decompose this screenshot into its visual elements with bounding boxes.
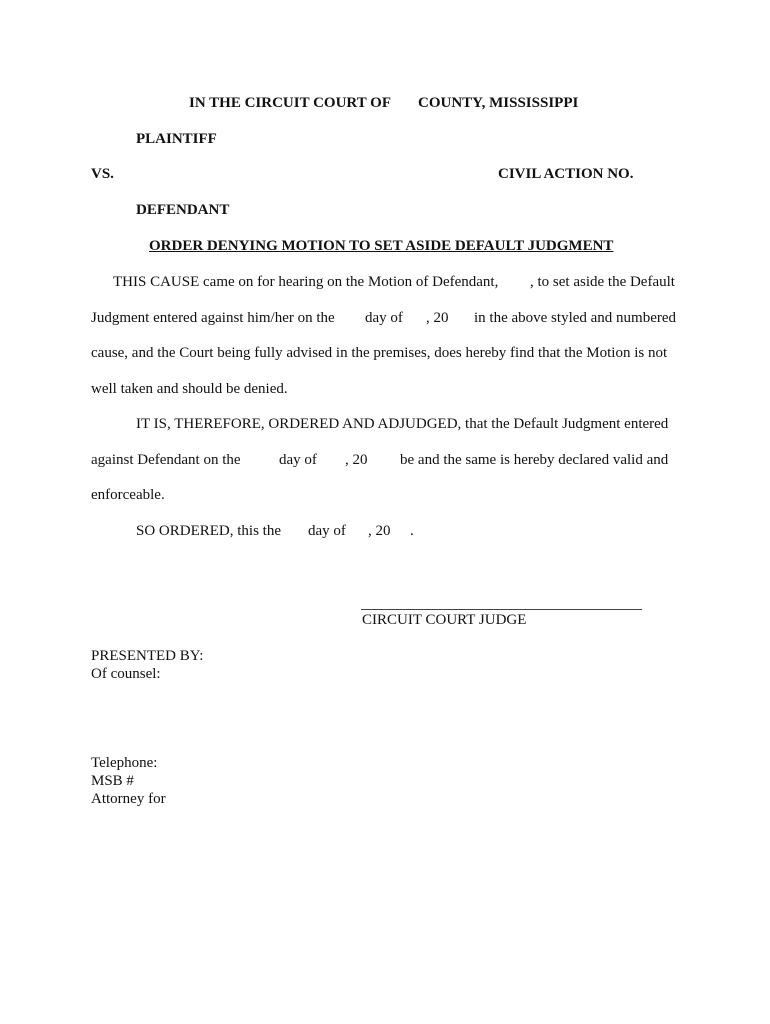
defendant-label: DEFENDANT [136, 202, 230, 218]
para1-line4: well taken and should be denied. [91, 381, 288, 397]
plaintiff-label: PLAINTIFF [136, 131, 217, 147]
para2-line2-dayof: day of [279, 452, 317, 468]
para2-line2-year: , 20 [345, 452, 368, 468]
of-counsel-label: Of counsel: [91, 666, 161, 682]
civil-action-label: CIVIL ACTION NO. [498, 166, 634, 182]
versus-label: VS. [91, 166, 114, 182]
para1-line3: cause, and the Court being fully advised in the premises, does hereby find that the Motion is not [91, 345, 668, 361]
court-heading-suffix: COUNTY, MISSISSIPPI [418, 95, 579, 111]
para1-line2-tail: in the above styled and numbered [474, 310, 677, 326]
judge-signature-line [361, 609, 642, 610]
so-ordered-year: , 20 [368, 523, 391, 539]
para1-line2-year: , 20 [426, 310, 449, 326]
para1-line1-tail: , to set aside the Default [530, 274, 675, 290]
judge-label: CIRCUIT COURT JUDGE [362, 612, 527, 628]
para2-line3: enforceable. [91, 487, 165, 503]
para2-line1: IT IS, THEREFORE, ORDERED AND ADJUDGED, that the Default Judgment entered [136, 416, 669, 432]
attorney-for-label: Attorney for [91, 791, 166, 807]
presented-by-label: PRESENTED BY: [91, 648, 204, 664]
para1-line1-text: THIS CAUSE came on for hearing on the Motion of Defendant, [113, 274, 499, 290]
para1-line2-dayof: day of [365, 310, 403, 326]
court-heading-prefix: IN THE CIRCUIT COURT OF [189, 95, 392, 111]
telephone-label: Telephone: [91, 755, 158, 771]
msb-label: MSB # [91, 773, 134, 789]
so-ordered-dayof: day of [308, 523, 346, 539]
so-ordered-period: . [410, 523, 414, 539]
para2-line2-text: against Defendant on the [91, 452, 241, 468]
para1-line2-text: Judgment entered against him/her on the [91, 310, 335, 326]
so-ordered-text: SO ORDERED, this the [136, 523, 282, 539]
order-title: ORDER DENYING MOTION TO SET ASIDE DEFAULT JUDGMENT [149, 238, 614, 254]
para2-line2-tail: be and the same is hereby declared valid and [400, 452, 669, 468]
